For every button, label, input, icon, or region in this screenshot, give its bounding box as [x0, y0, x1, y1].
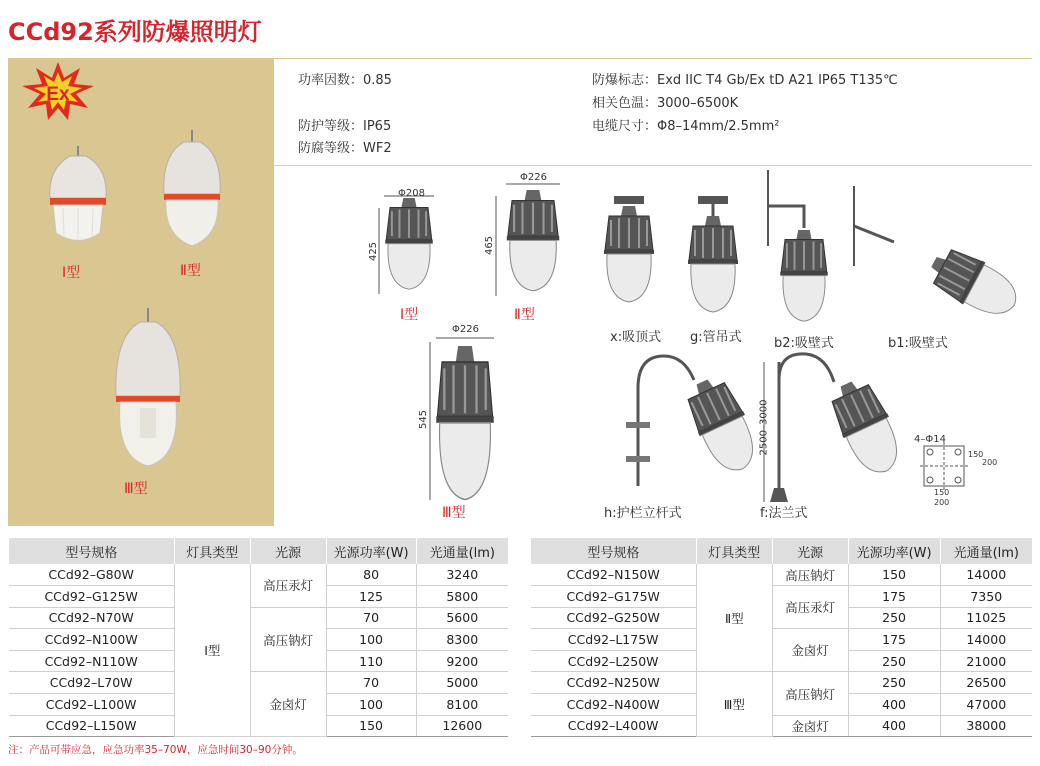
footnote: 注：产品可带应急，应急功率35–70W，应急时间30–90分钟。 — [8, 744, 303, 756]
header-flux: 光通量(lm) — [940, 538, 1032, 564]
mount-x-drawing — [604, 196, 654, 302]
flange-dim-1: 150 — [968, 450, 984, 459]
type1-drawing-label: Ⅰ型 — [400, 307, 419, 323]
table-row: CCd92–G175W 高压汞灯 175 7350 — [531, 586, 1033, 608]
mount-b1-caption: b1:吸壁式 — [888, 336, 948, 351]
type3-drawing — [430, 338, 494, 500]
type3-photo — [116, 308, 180, 466]
flange-holes-label: 4–Φ14 — [914, 434, 946, 445]
mount-x-caption: x:吸顶式 — [610, 330, 662, 345]
spec-cable-size: 电缆尺寸：Φ8–14mm/2.5mm² — [592, 119, 780, 134]
header-power: 光源功率(W) — [326, 538, 416, 564]
spec-anticorrosion: 防腐等级：WF2 — [298, 141, 392, 156]
flange-dim-3: 150 — [934, 488, 950, 497]
table-row: CCd92–L100W 100 8100 — [9, 694, 509, 716]
header-flux: 光通量(lm) — [416, 538, 508, 564]
photo-label-type2: Ⅱ型 — [180, 263, 201, 279]
type1-drawing — [379, 196, 434, 294]
drawing-panel — [274, 166, 1032, 526]
table-row: CCd92–G80W Ⅰ型 高压汞灯 80 3240 — [9, 564, 509, 586]
header-model: 型号规格 — [531, 538, 697, 564]
photo-label-type1: Ⅰ型 — [62, 265, 81, 281]
spec-power-factor: 功率因数：0.85 — [298, 73, 392, 88]
header-lamp-type: 灯具类型 — [174, 538, 250, 564]
mount-g-drawing — [688, 196, 738, 312]
type2-height-label: 465 — [484, 235, 496, 256]
table-row: CCd92–N250W Ⅲ型 高压钠灯 250 26500 — [531, 672, 1033, 694]
header-model: 型号规格 — [9, 538, 175, 564]
header-lamp-type: 灯具类型 — [696, 538, 772, 564]
table-row: CCd92–L70W 金卤灯 70 5000 — [9, 672, 509, 694]
pole-height-label: 2500–3000 — [758, 399, 770, 456]
table-row: CCd92–L150W 150 12600 — [9, 715, 509, 737]
spec-color-temp: 相关色温：3000–6500K — [592, 96, 739, 111]
header-power: 光源功率(W) — [848, 538, 940, 564]
table-row: CCd92–L250W 250 21000 — [531, 650, 1033, 672]
mount-b1-drawing — [854, 186, 1026, 326]
photo-label-type3: Ⅲ型 — [124, 481, 148, 497]
header-light-source: 光源 — [772, 538, 848, 564]
mount-b2-caption: b2:吸壁式 — [774, 336, 834, 351]
header-light-source: 光源 — [250, 538, 326, 564]
type3-drawing-label: Ⅲ型 — [442, 505, 466, 521]
flange-plate-drawing — [920, 442, 968, 490]
spec-ex-mark: 防爆标志：Exd IIC T4 Gb/Ex tD A21 IP65 T135℃ — [592, 73, 898, 88]
mount-f-caption: f:法兰式 — [760, 506, 808, 521]
mount-h-caption: h:护栏立杆式 — [604, 506, 682, 521]
table-row: CCd92–N100W 100 8300 — [9, 629, 509, 651]
type1-photo — [50, 146, 106, 241]
mount-h-drawing — [626, 356, 765, 486]
table-row: CCd92–G250W 250 11025 — [531, 607, 1033, 629]
product-photo-panel — [8, 58, 274, 526]
type2-photo — [164, 130, 220, 246]
flange-dim-4: 200 — [934, 498, 950, 507]
type1-height-label: 425 — [368, 241, 380, 262]
type2-drawing — [496, 184, 560, 296]
type2-diameter-label: Φ226 — [520, 172, 547, 183]
type2-drawing-label: Ⅱ型 — [514, 307, 535, 323]
spec-panel — [274, 58, 1032, 166]
table-row: CCd92–N70W 高压钠灯 70 5600 — [9, 607, 509, 629]
spec-table-left — [8, 538, 508, 737]
table-row: CCd92–N400W 400 47000 — [531, 694, 1033, 716]
type3-diameter-label: Φ226 — [452, 324, 479, 335]
product-photos — [8, 58, 274, 526]
table-row: CCd92–L400W 金卤灯 400 38000 — [531, 715, 1033, 737]
mount-g-caption: g:管吊式 — [690, 330, 742, 345]
ex-badge: Ex — [46, 84, 70, 105]
table-row: CCd92–L175W 金卤灯 175 14000 — [531, 629, 1033, 651]
flange-dim-2: 200 — [982, 458, 998, 467]
page-title: CCd92系列防爆照明灯 — [8, 18, 262, 46]
type1-diameter-label: Φ208 — [398, 188, 425, 199]
type3-height-label: 545 — [418, 409, 430, 430]
spec-protection: 防护等级：IP65 — [298, 119, 392, 134]
table-row: CCd92–N150W Ⅱ型 高压钠灯 150 14000 — [531, 564, 1033, 586]
spec-table-right — [530, 538, 1032, 737]
table-row: CCd92–G125W 125 5800 — [9, 586, 509, 608]
table-row: CCd92–N110W 110 9200 — [9, 650, 509, 672]
mount-f-drawing — [764, 354, 909, 502]
mount-b2-drawing — [768, 170, 828, 321]
